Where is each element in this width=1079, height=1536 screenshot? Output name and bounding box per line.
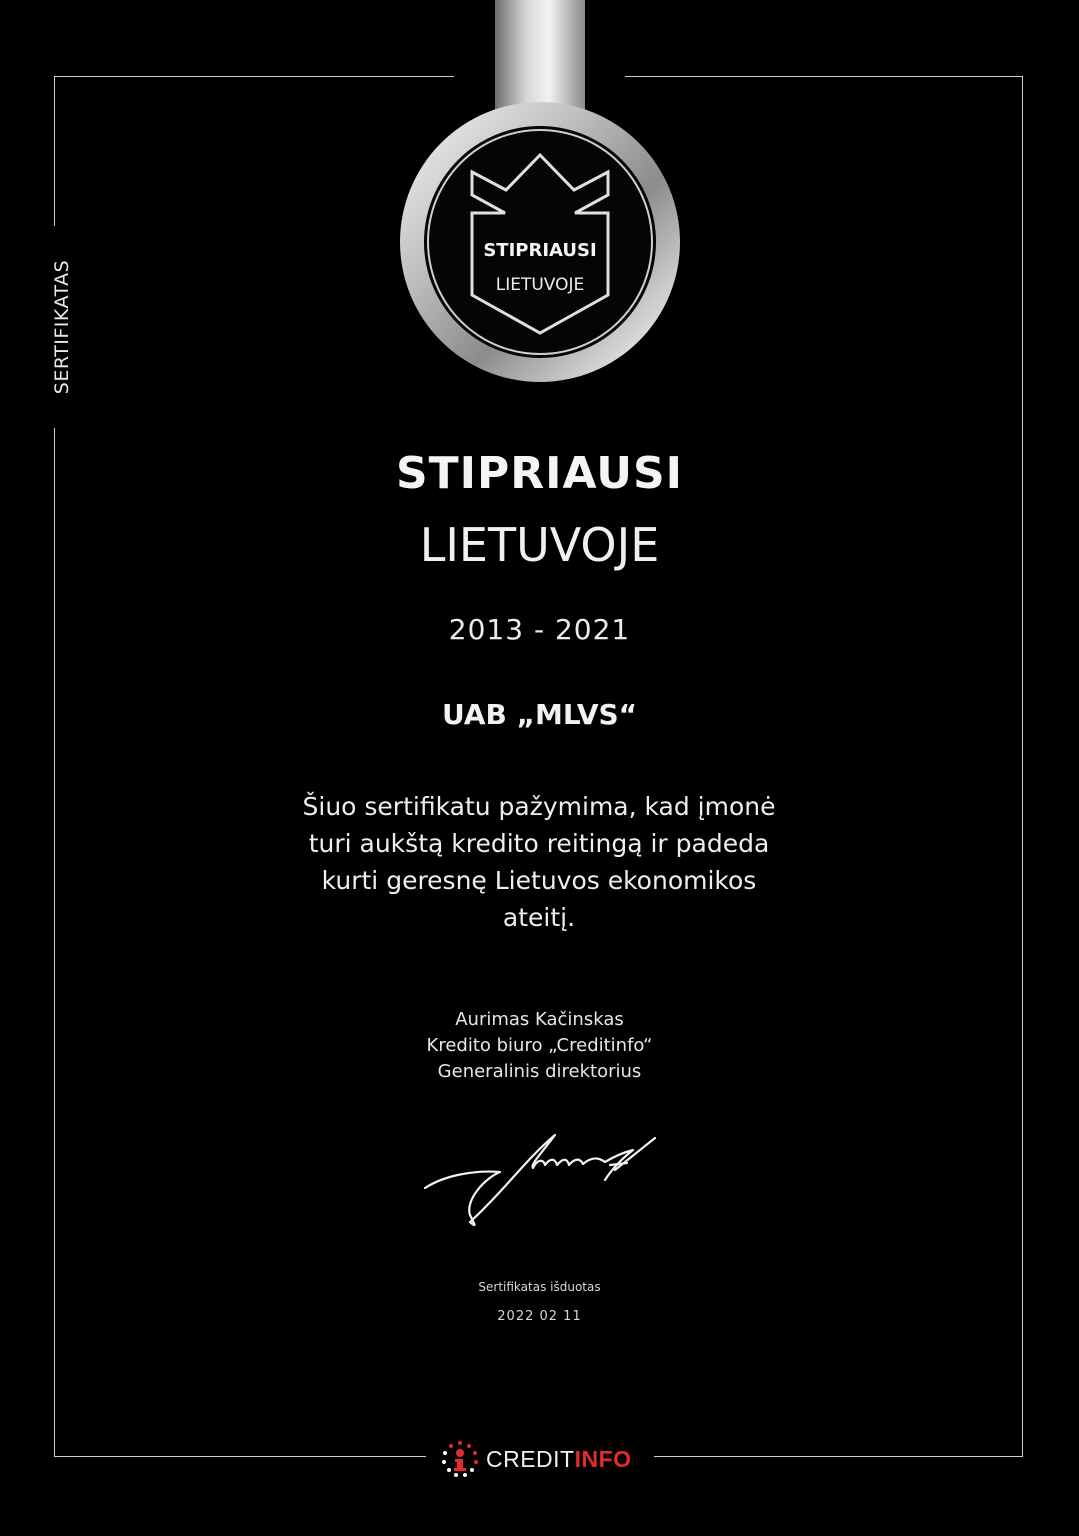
frame-bottom-right-line xyxy=(654,1456,1023,1457)
signature-image xyxy=(415,1130,665,1235)
signer-position: Generalinis direktorius xyxy=(437,1061,642,1082)
years-range: 2013 - 2021 xyxy=(448,613,631,646)
signer-name: Aurimas Kačinskas xyxy=(455,1009,624,1030)
brand-text-info: INFO xyxy=(574,1445,632,1472)
badge-line2: LIETUVOJE xyxy=(495,275,585,295)
creditinfo-dot-icon xyxy=(440,1439,480,1479)
certificate-subtitle: LIETUVOJE xyxy=(419,518,660,572)
badge-line1: STIPRIAUSI xyxy=(483,240,597,261)
signer-block xyxy=(0,1007,1079,1085)
issued-date: 2022 02 11 xyxy=(497,1309,582,1324)
company-name: UAB „MLVS“ xyxy=(441,698,638,731)
frame-bottom-left-line xyxy=(54,1456,426,1457)
issued-label: Sertifikatas išduotas xyxy=(478,1280,601,1294)
certificate-statement: Šiuo sertifikatu pažymima, kad įmonė turi aukštą kredito reitingą ir padeda kurti geresnę Lietuvos ekonomikos ateitį. xyxy=(302,792,776,932)
frame-left-bottom-line xyxy=(54,428,55,1457)
brand-text-credit: CREDIT xyxy=(486,1445,575,1472)
signer-organization: Kredito biuro „Creditinfo“ xyxy=(426,1035,653,1056)
medal-badge xyxy=(0,0,1079,400)
certificate-title: STIPRIAUSI xyxy=(395,448,684,499)
creditinfo-logo xyxy=(440,1438,632,1480)
side-label-certificate: SERTIFIKATAS xyxy=(51,259,73,395)
